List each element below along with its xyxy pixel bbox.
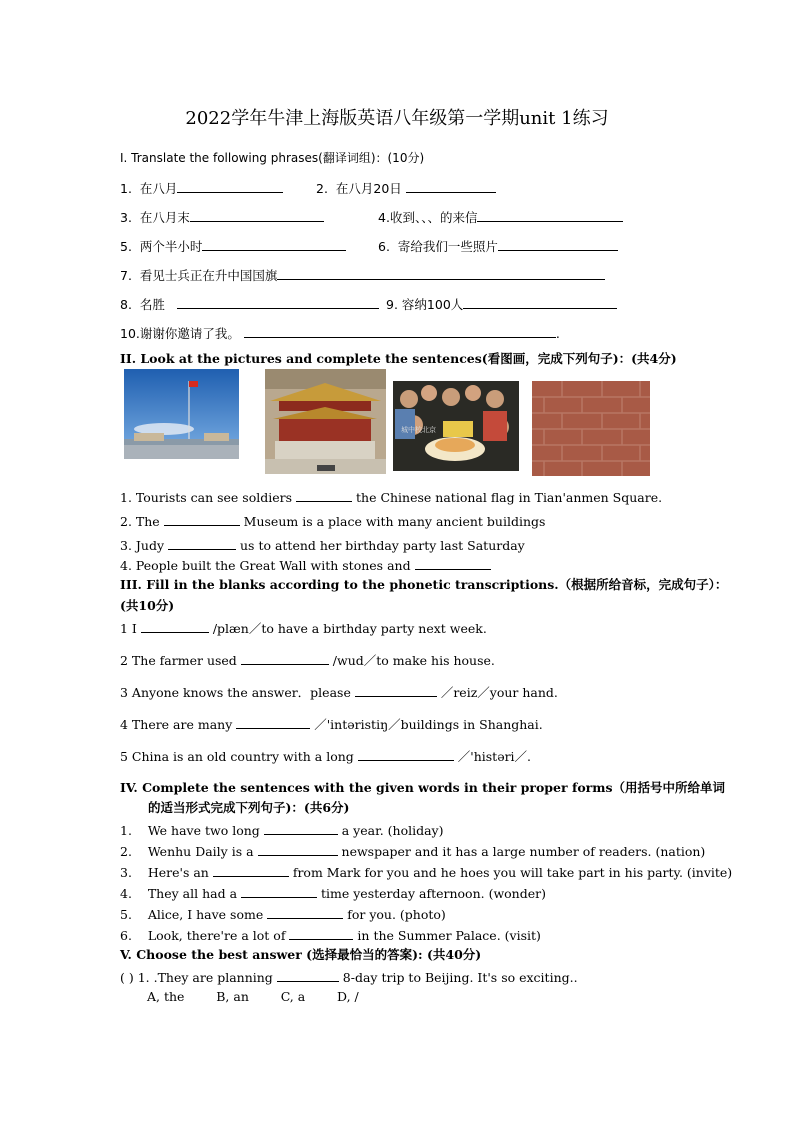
answer-blank[interactable]	[168, 536, 236, 550]
s1-item-2: 2. 在八月20日	[316, 179, 496, 197]
answer-blank[interactable]	[177, 179, 283, 193]
s1-item-1: 1. 在八月	[120, 179, 283, 197]
s3-item-1: 1 I /plæn／to have a birthday party next week.	[120, 621, 487, 636]
museum-picture	[265, 369, 386, 474]
answer-blank[interactable]	[415, 556, 491, 570]
answer-blank[interactable]	[213, 863, 289, 877]
answer-blank[interactable]	[267, 905, 343, 919]
answer-blank[interactable]	[358, 747, 454, 761]
answer-bracket[interactable]: ( )	[120, 970, 134, 985]
answer-blank[interactable]	[477, 208, 623, 222]
s1-item-10: 10.谢谢你邀请了我。 .	[120, 326, 560, 341]
s1-item-7: 7. 看见士兵正在升中国国旗	[120, 266, 605, 284]
option-c[interactable]: C, a	[280, 989, 306, 1004]
answer-blank[interactable]	[244, 324, 556, 338]
s5-question-1: ( ) 1. .They are planning 8-day trip to Beijing. It's so exciting..	[120, 970, 578, 985]
answer-blank[interactable]	[277, 266, 605, 280]
s2-item-4: 4. People built the Great Wall with stones and	[120, 556, 491, 574]
s1-item-9: 9. 容纳100人	[386, 295, 617, 313]
option-b[interactable]: B, an	[216, 989, 249, 1004]
answer-blank[interactable]	[296, 488, 352, 502]
s4-item-5: 5. Alice, I have some for you. (photo)	[120, 907, 446, 922]
answer-blank[interactable]	[141, 619, 209, 633]
answer-blank[interactable]	[463, 295, 617, 309]
s5-options	[147, 989, 359, 1005]
s1-item-8: 8. 名胜	[120, 295, 379, 313]
watermark: 城中校北京	[401, 426, 436, 434]
section-1-heading: I. Translate the following phrases(翻译词组)：(10分)	[120, 151, 425, 165]
s4-item-2: 2. Wenhu Daily is a newspaper and it has a large number of readers. (nation)	[120, 844, 706, 859]
page-title: 2022学年牛津上海版英语八年级第一学期unit 1练习	[185, 108, 609, 129]
section-3-heading: III. Fill in the blanks according to the phonetic transcriptions.（根据所给音标，完成句子）：	[120, 577, 728, 592]
s3-item-4: 4 There are many ／'intəristiŋ／buildings in Shanghai.	[120, 717, 543, 732]
s1-item-4: 4.收到、、、的来信	[378, 208, 623, 226]
s2-item-3: 3. Judy us to attend her birthday party last Saturday	[120, 538, 525, 553]
option-a[interactable]: A, the	[147, 989, 185, 1004]
s3-item-2: 2 The farmer used /wud／to make his house.	[120, 653, 495, 668]
s1-item-3: 3. 在八月末	[120, 208, 324, 226]
flag-picture	[124, 369, 239, 459]
s1-item-5: 5. 两个半小时	[120, 237, 346, 255]
s4-item-6: 6. Look, there're a lot of in the Summer Palace. (visit)	[120, 928, 541, 943]
option-d[interactable]: D, /	[337, 989, 359, 1004]
s4-item-1: 1. We have two long a year. (holiday)	[120, 823, 444, 838]
answer-blank[interactable]	[498, 237, 618, 251]
answer-blank[interactable]	[202, 237, 346, 251]
answer-blank[interactable]	[190, 208, 324, 222]
answer-blank[interactable]	[406, 179, 496, 193]
section-3-points: (共10分)	[120, 598, 175, 613]
section-4-heading: IV. Complete the sentences with the given words in their proper forms（用括号中所给单词	[120, 780, 726, 795]
answer-blank[interactable]	[289, 926, 353, 940]
s4-item-3: 3. Here's an from Mark for you and he hoes you will take part in his party. (invite)	[120, 865, 733, 880]
answer-blank[interactable]	[241, 651, 329, 665]
section-2-heading: II. Look at the pictures and complete the sentences(看图画，完成下列句子)：(共4分)	[120, 351, 677, 366]
s3-item-3: 3 Anyone knows the answer．please ／reiz／your hand.	[120, 685, 558, 700]
answer-blank[interactable]	[164, 512, 240, 526]
s2-item-2: 2. The Museum is a place with many ancient buildings	[120, 514, 546, 529]
s3-item-5: 5 China is an old country with a long ／'histəri／.	[120, 749, 532, 764]
answer-blank[interactable]	[177, 295, 379, 309]
answer-blank[interactable]	[241, 884, 317, 898]
brick-picture	[532, 381, 650, 476]
answer-blank[interactable]	[277, 968, 339, 982]
section-5-heading: V. Choose the best answer (选择最恰当的答案): (共40分)	[120, 947, 482, 962]
answer-blank[interactable]	[355, 683, 437, 697]
s4-item-4: 4. They all had a time yesterday afternoon. (wonder)	[120, 886, 546, 901]
party-picture	[393, 381, 519, 471]
section-4-heading-cont: 的适当形式完成下列句子)：(共6分)	[148, 800, 350, 815]
s2-item-1: 1. Tourists can see soldiers the Chinese national flag in Tian'anmen Square.	[120, 490, 663, 505]
answer-blank[interactable]	[258, 842, 338, 856]
answer-blank[interactable]	[236, 715, 310, 729]
s1-item-6: 6. 寄给我们一些照片	[378, 237, 618, 255]
answer-blank[interactable]	[264, 821, 338, 835]
